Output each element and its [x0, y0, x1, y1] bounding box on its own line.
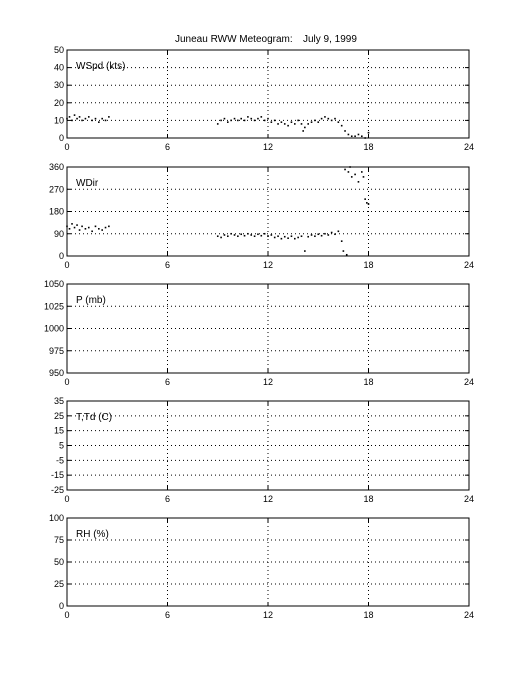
x-tick-label: 12 [262, 260, 274, 270]
data-point [291, 121, 293, 123]
data-point [220, 120, 222, 122]
data-point [368, 203, 370, 205]
data-point [354, 135, 356, 137]
y-tick-label: -15 [50, 470, 64, 481]
data-point [311, 121, 313, 123]
x-tick-label: 18 [363, 260, 374, 270]
x-tick-label: 0 [64, 494, 70, 504]
x-tick-label: 18 [363, 142, 374, 152]
data-point [324, 233, 326, 235]
x-tick-label: 12 [262, 610, 274, 620]
data-point [361, 171, 363, 173]
data-point [98, 121, 100, 123]
y-tick-label: 25 [53, 579, 64, 589]
y-tick-label: 180 [48, 206, 64, 217]
data-point [101, 118, 103, 120]
figure-title: Juneau RWW Meteogram: [175, 34, 293, 45]
data-point [334, 233, 336, 235]
y-tick-label: 1025 [43, 301, 64, 312]
data-point [101, 229, 103, 231]
data-point [224, 234, 226, 236]
data-point [281, 121, 283, 123]
data-point [358, 181, 360, 183]
panels-container [44, 45, 474, 620]
x-tick-label: 6 [164, 494, 171, 504]
y-tick-label: 1000 [43, 323, 64, 334]
panel-label: WSpd (kts) [76, 61, 126, 72]
data-point [217, 123, 219, 125]
data-point [343, 250, 345, 252]
data-point [240, 233, 242, 235]
data-point [331, 232, 333, 234]
data-point [264, 233, 266, 235]
data-point [74, 114, 76, 116]
data-point [267, 235, 269, 237]
data-point [250, 118, 252, 120]
panel-rh [49, 513, 474, 620]
data-point [321, 118, 323, 120]
data-point [85, 118, 87, 120]
y-tick-label: 40 [53, 62, 64, 73]
data-point [79, 229, 81, 231]
data-point [341, 125, 343, 127]
data-point [328, 118, 330, 120]
data-point [244, 235, 246, 237]
panel-wdir [49, 162, 474, 270]
data-point [247, 233, 249, 235]
data-point [105, 120, 107, 122]
x-tick-label: 12 [262, 142, 274, 152]
x-tick-label: 6 [164, 260, 171, 270]
data-point [287, 125, 289, 127]
data-point [230, 120, 232, 122]
data-point [81, 226, 83, 228]
data-point [69, 228, 71, 230]
x-tick-label: 0 [64, 377, 70, 387]
data-point [95, 118, 97, 120]
y-tick-label: 50 [53, 557, 64, 567]
data-point [344, 169, 346, 171]
data-point [338, 230, 340, 232]
data-point [227, 235, 229, 237]
data-point [348, 171, 350, 173]
data-point [304, 127, 306, 129]
x-tick-label: 6 [164, 142, 171, 152]
y-tick-label: 950 [48, 368, 64, 378]
data-point [351, 176, 353, 178]
data-point [264, 120, 266, 122]
data-point [284, 236, 286, 238]
data-point [254, 120, 256, 122]
y-tick-label: 50 [53, 45, 64, 55]
x-tick-label: 0 [64, 260, 70, 270]
y-tick-label: 100 [48, 513, 64, 523]
y-tick-label: 35 [53, 396, 64, 406]
data-point [301, 235, 303, 237]
data-point [364, 137, 366, 139]
data-point [344, 130, 346, 132]
data-point [76, 224, 78, 226]
y-tick-label: 975 [48, 345, 64, 356]
data-point [88, 227, 90, 229]
data-point [281, 238, 283, 240]
data-point [346, 254, 348, 256]
data-point [307, 236, 309, 238]
data-point [314, 120, 316, 122]
data-point [317, 121, 319, 123]
data-point [334, 118, 336, 120]
data-point [81, 120, 83, 122]
data-point [271, 121, 273, 123]
data-point [297, 120, 299, 122]
data-point [250, 234, 252, 236]
x-tick-label: 6 [164, 377, 171, 387]
data-point [274, 237, 276, 239]
y-tick-label: 20 [53, 97, 64, 108]
data-point [257, 118, 259, 120]
y-tick-label: 270 [48, 184, 64, 195]
data-point [311, 234, 313, 236]
data-point [217, 235, 219, 237]
data-point [254, 235, 256, 237]
data-point [302, 130, 304, 132]
x-tick-label: 0 [64, 610, 70, 620]
panel-wspd-kts [54, 45, 474, 152]
y-tick-label: 0 [58, 251, 64, 261]
y-tick-label: 5 [58, 440, 64, 451]
x-tick-label: 24 [463, 260, 475, 270]
x-tick-label: 12 [262, 377, 274, 387]
data-point [91, 120, 93, 122]
data-point [287, 237, 289, 239]
x-tick-label: 18 [363, 610, 374, 620]
data-point [307, 123, 309, 125]
data-point [341, 240, 343, 242]
panel-label: WDir [76, 178, 99, 189]
data-point [108, 116, 110, 118]
data-point [224, 118, 226, 120]
data-point [368, 132, 370, 134]
x-tick-label: 24 [463, 377, 475, 387]
data-point [261, 235, 263, 237]
x-tick-label: 18 [363, 494, 374, 504]
data-point [284, 123, 286, 125]
data-point [271, 234, 273, 236]
data-point [76, 118, 78, 120]
data-point [108, 226, 110, 228]
y-tick-label: -5 [55, 455, 64, 466]
x-tick-label: 0 [64, 142, 70, 152]
data-point [363, 176, 365, 178]
data-point [351, 135, 353, 137]
data-point [247, 116, 249, 118]
data-point [304, 250, 306, 252]
x-tick-label: 24 [463, 610, 475, 620]
y-tick-label: 25 [53, 410, 64, 421]
data-point [331, 120, 333, 122]
data-point [66, 226, 68, 228]
data-point [324, 116, 326, 118]
data-point [317, 233, 319, 235]
x-tick-label: 24 [463, 494, 475, 504]
y-tick-label: 75 [53, 535, 64, 545]
x-tick-label: 6 [164, 610, 171, 620]
y-tick-label: 0 [58, 601, 64, 611]
data-point [69, 116, 71, 118]
panel-label: P (mb) [76, 295, 106, 306]
data-point [244, 120, 246, 122]
data-point [237, 120, 239, 122]
data-point [321, 235, 323, 237]
data-point [88, 116, 90, 118]
data-point [358, 134, 360, 136]
data-point [361, 135, 363, 137]
figure-date: July 9, 1999 [303, 34, 357, 45]
y-tick-label: 90 [53, 228, 64, 239]
panel-t-td-c [51, 396, 474, 504]
data-point [71, 120, 73, 122]
data-point [277, 123, 279, 125]
x-tick-label: 18 [363, 377, 374, 387]
data-point [234, 118, 236, 120]
data-point [234, 234, 236, 236]
data-point [364, 198, 366, 200]
data-point [294, 238, 296, 240]
data-point [267, 118, 269, 120]
data-point [105, 227, 107, 229]
data-point [291, 235, 293, 237]
y-tick-label: 0 [58, 133, 64, 143]
data-point [301, 123, 303, 125]
data-point [257, 233, 259, 235]
panel-label: T,Td (C) [76, 412, 113, 423]
data-point [98, 228, 100, 230]
data-point [91, 230, 93, 232]
data-point [237, 235, 239, 237]
data-point [314, 235, 316, 237]
y-tick-label: 1050 [43, 279, 64, 289]
y-tick-label: 360 [48, 162, 64, 172]
data-point [366, 202, 368, 204]
y-tick-label: 10 [53, 115, 64, 126]
data-point [261, 116, 263, 118]
data-point [230, 233, 232, 235]
data-point [328, 234, 330, 236]
data-point [354, 174, 356, 176]
data-point [274, 120, 276, 122]
x-tick-label: 12 [262, 494, 274, 504]
panel-p-mb [44, 279, 474, 387]
data-point [227, 121, 229, 123]
data-point [338, 121, 340, 123]
data-point [277, 235, 279, 237]
data-point [349, 166, 351, 168]
data-point [95, 226, 97, 228]
data-point [348, 134, 350, 136]
data-point [79, 116, 81, 118]
y-tick-label: 30 [53, 80, 64, 91]
panel-label: RH (%) [76, 529, 109, 540]
data-point [294, 123, 296, 125]
y-tick-label: 15 [53, 425, 64, 436]
data-point [66, 118, 68, 120]
data-point [297, 237, 299, 239]
x-tick-label: 24 [463, 142, 475, 152]
data-point [74, 227, 76, 229]
data-point [240, 118, 242, 120]
data-point [220, 237, 222, 239]
y-tick-label: -25 [50, 485, 64, 495]
data-point [85, 228, 87, 230]
data-point [71, 223, 73, 225]
